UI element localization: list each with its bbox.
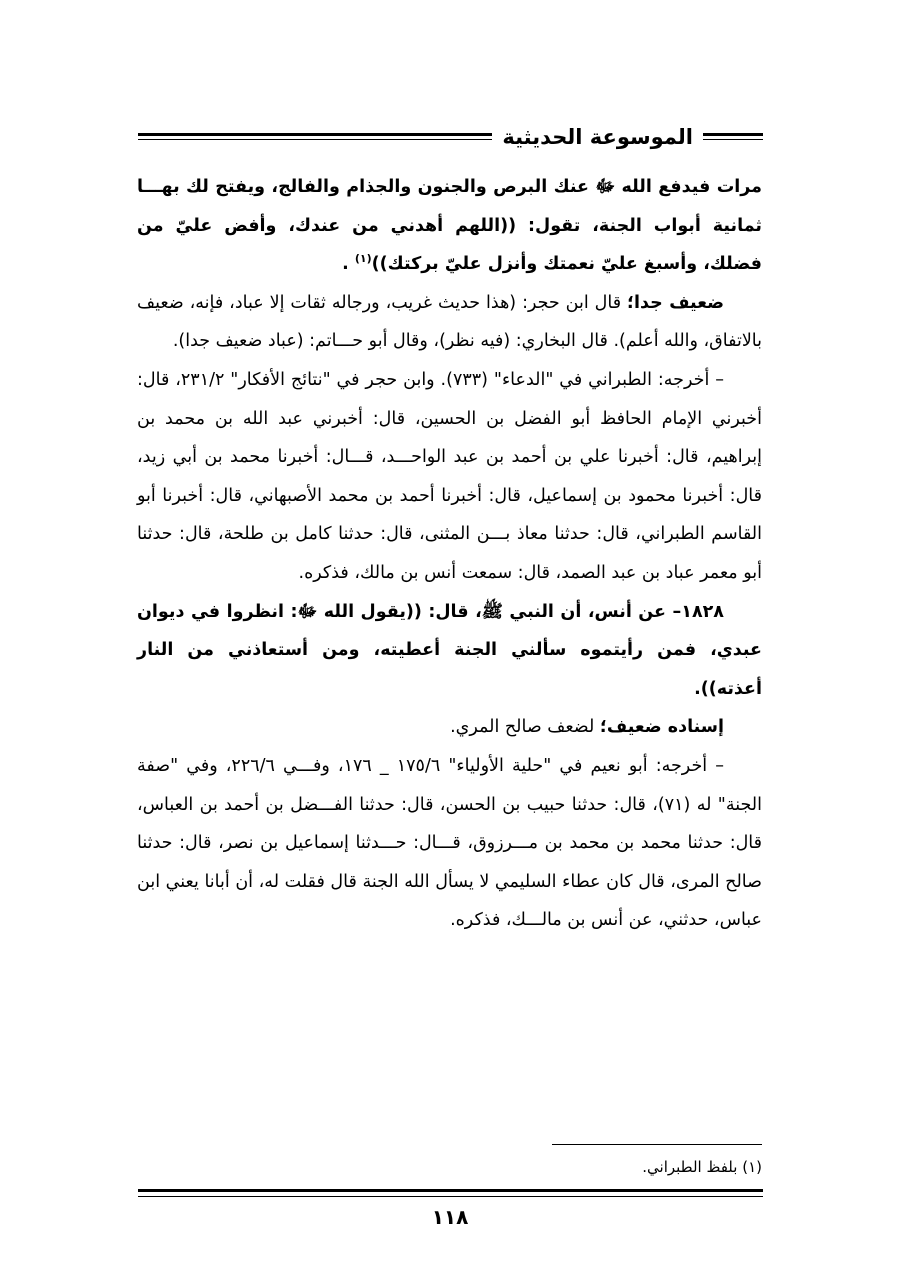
grading-label: ضعيف جدا؛ xyxy=(627,292,724,313)
hadith-1828: ١٨٢٨– عن أنس، أن النبي ﷺ، قال: ((يقول الله ﷻ: انظروا في ديوان عبدي، فمن رأيتموه سألني الجنة أعطيته، ومن أستعاذني من النار أعذته)). xyxy=(137,601,762,699)
grading-text: قال ابن حجر: (هذا حديث غريب، ورجاله ثقات إلا عباد، فإنه، ضعيف بالاتفاق، والله أعلم). قال البخاري: (فيه نظر)، وقال أبو حـــاتم: (عباد ضعيف جدا). xyxy=(137,292,762,352)
hadith-end: . xyxy=(342,254,355,275)
running-header xyxy=(138,122,763,152)
isnad-label: إسناده ضعيف؛ xyxy=(599,717,724,738)
isnad-text: لضعف صالح المري. xyxy=(450,717,600,738)
header-title: الموسوعة الحديثية xyxy=(492,122,703,152)
takhrij-paragraph: – أخرجه: الطبراني في "الدعاء" (٧٣٣). وابن حجر في "نتائج الأفكار" ٢٣١/٢، قال: أخبرني الإمام الحافظ أبو الفضل بن الحسين، قال: أخبرني عبد الله بن محمد بن إبراهيم، قال: أخبرنا علي بن أحمد بن عبد الواحـــد، قـــال: أخبرنا محمد بن أبي زيد، قال: أخبرنا محمود بن إسماعيل، قال: أخبرنا أحمد بن محمد الأصبهاني، قال: أخبرنا أبو القاسم الطبراني، قال: حدثنا معاذ بـــن المثنى، قال: حدثنا كامل بن طلحة، قال: حدثنا أبو معمر عباد بن عبد الصمد، قال: سمعت أنس بن مالك، فذكره. xyxy=(137,369,762,583)
footnote-separator xyxy=(552,1144,762,1145)
hadith-body: مرات فيدفع الله ﷻ عنك البرص والجنون والجذام والفالج، ويفتح لك بهـــا ثمانية أبواب الجنة، تقول: ((اللهم أهدني من عندك، وأفض عليّ من فضلك، وأسبغ عليّ نعمتك وأنزل عليّ بركتك)) xyxy=(137,177,762,275)
takhrij-paragraph-2: – أخرجه: أبو نعيم في "حلية الأولياء" ١٧٥/٦ _ ١٧٦، وفـــي ٢٢٦/٦، وفي "صفة الجنة" له (٧١)، قال: حدثنا حبيب بن الحسن، قال: حدثنا الفـــضل بن أحمد بن العباس، قال: حدثنا محمد بن محمد بن مـــرزوق، قـــال: حـــدثنا إسماعيل بن نصر، قال: حدثنا صالح المرى، قال كان عطاء السليمي لا يسأل الله الجنة قال فقلت له، أن أبانا يعني ابن عباس، حدثني، عن أنس بن مالـــك، فذكره. xyxy=(137,755,762,931)
main-text xyxy=(137,168,762,940)
bottom-rule-thin xyxy=(138,1196,763,1197)
bottom-rule-thick xyxy=(138,1189,763,1192)
grading-paragraph xyxy=(137,284,762,361)
footnote-ref: (١) xyxy=(354,252,372,266)
isnad-paragraph xyxy=(137,708,762,747)
hadith-text-continued xyxy=(137,168,762,284)
page-number: ١١٨ xyxy=(431,1205,469,1229)
footnote: (١) بلفظ الطبراني. xyxy=(642,1158,762,1176)
